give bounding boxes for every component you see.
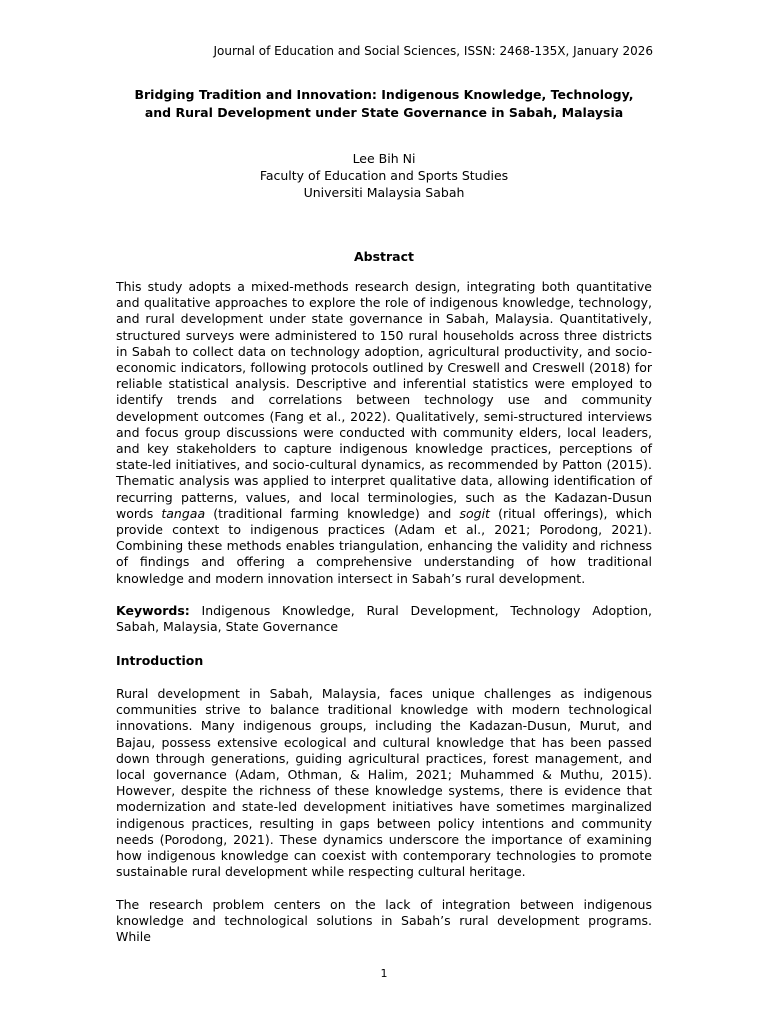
author-university: Universiti Malaysia Sabah (303, 185, 465, 200)
journal-header: Journal of Education and Social Sciences, ISSN: 2468-135X, January 2026 (213, 44, 653, 58)
paper-title-line-1: Bridging Tradition and Innovation: Indigenous Knowledge, Technology, (134, 87, 634, 102)
abstract-text (116, 279, 652, 587)
abstract-text-part-2: (traditional farming knowledge) and (205, 505, 460, 521)
author-faculty: Faculty of Education and Sports Studies (259, 168, 509, 183)
term-tangaa: tangaa (161, 505, 206, 521)
abstract-text-part-1: This study adopts a mixed-methods research design, integrating both quantitative and qualitative approaches to explore the role of indigenous knowledge, technology, and rural development under state governance in Sabah, Malaysia. Quantitatively, structured surveys were administered to 150 rural households across three districts in Sabah to collect data on technology adoption, agricultural productivity, and socio-economic indicators, following protocols outlined by Creswell and Creswell (2018) for reliable statistical analysis. Descriptive and inferential statistics were employed to identify trends and correlations between technology use and community development outcomes (Fang et al., 2022). Qualitatively, semi-structured interviews and focus group discussions were conducted with community elders, local leaders, and key stakeholders to capture indigenous knowledge practices, perceptions of state-led initiatives, and socio-cultural dynamics, as recommended by Patton (2015). Thematic analysis was applied to interpret qualitative data, allowing identification of recurring patterns, values, and local terminologies, such as the Kadazan-Dusun words (116, 279, 652, 521)
paper-title (100, 86, 668, 122)
introduction-paragraph-1: Rural development in Sabah, Malaysia, faces unique challenges as indigenous communities strive to balance traditional knowledge with modern technological innovations. Many indigenous groups, including the Kadazan-Dusun, Murut, and Bajau, possess extensive ecological and cultural knowledge that has been passed down through generations, guiding agricultural practices, forest management, and local governance (Adam, Othman, & Halim, 2021; Muhammed & Muthu, 2015). However, despite the richness of these knowledge systems, there is evidence that modernization and state-led development initiatives have sometimes marginalized indigenous practices, resulting in gaps between policy intentions and community needs (Porodong, 2021). These dynamics underscore the importance of examining how indigenous knowledge can coexist with contemporary technologies to promote sustainable rural development while respecting cultural heritage. (116, 686, 652, 880)
author-block (100, 150, 668, 201)
keywords-block (116, 603, 652, 635)
page-number: 1 (380, 967, 388, 980)
abstract-heading: Abstract (353, 249, 415, 264)
introduction-heading: Introduction (116, 653, 204, 668)
keywords-label: Keywords: (116, 603, 190, 618)
abstract-text-part-3: (ritual offerings), which provide context to indigenous practices (Adam et al., 2021; Porodong, 2021). Combining these methods enables triangulation, enhancing the validity and richness of findings and offering a comprehensive understanding of how traditional knowledge and modern innovation intersect in Sabah’s rural development. (116, 505, 652, 586)
author-name: Lee Bih Ni (352, 151, 416, 166)
term-sogit: sogit (459, 505, 490, 521)
introduction-paragraph-2: The research problem centers on the lack of integration between indigenous knowledge and technological solutions in Sabah’s rural development programs. While (116, 897, 652, 945)
keywords-list: Indigenous Knowledge, Rural Development, Technology Adoption, Sabah, Malaysia, State Governance (116, 603, 652, 635)
paper-title-line-2: and Rural Development under State Governance in Sabah, Malaysia (144, 105, 624, 120)
